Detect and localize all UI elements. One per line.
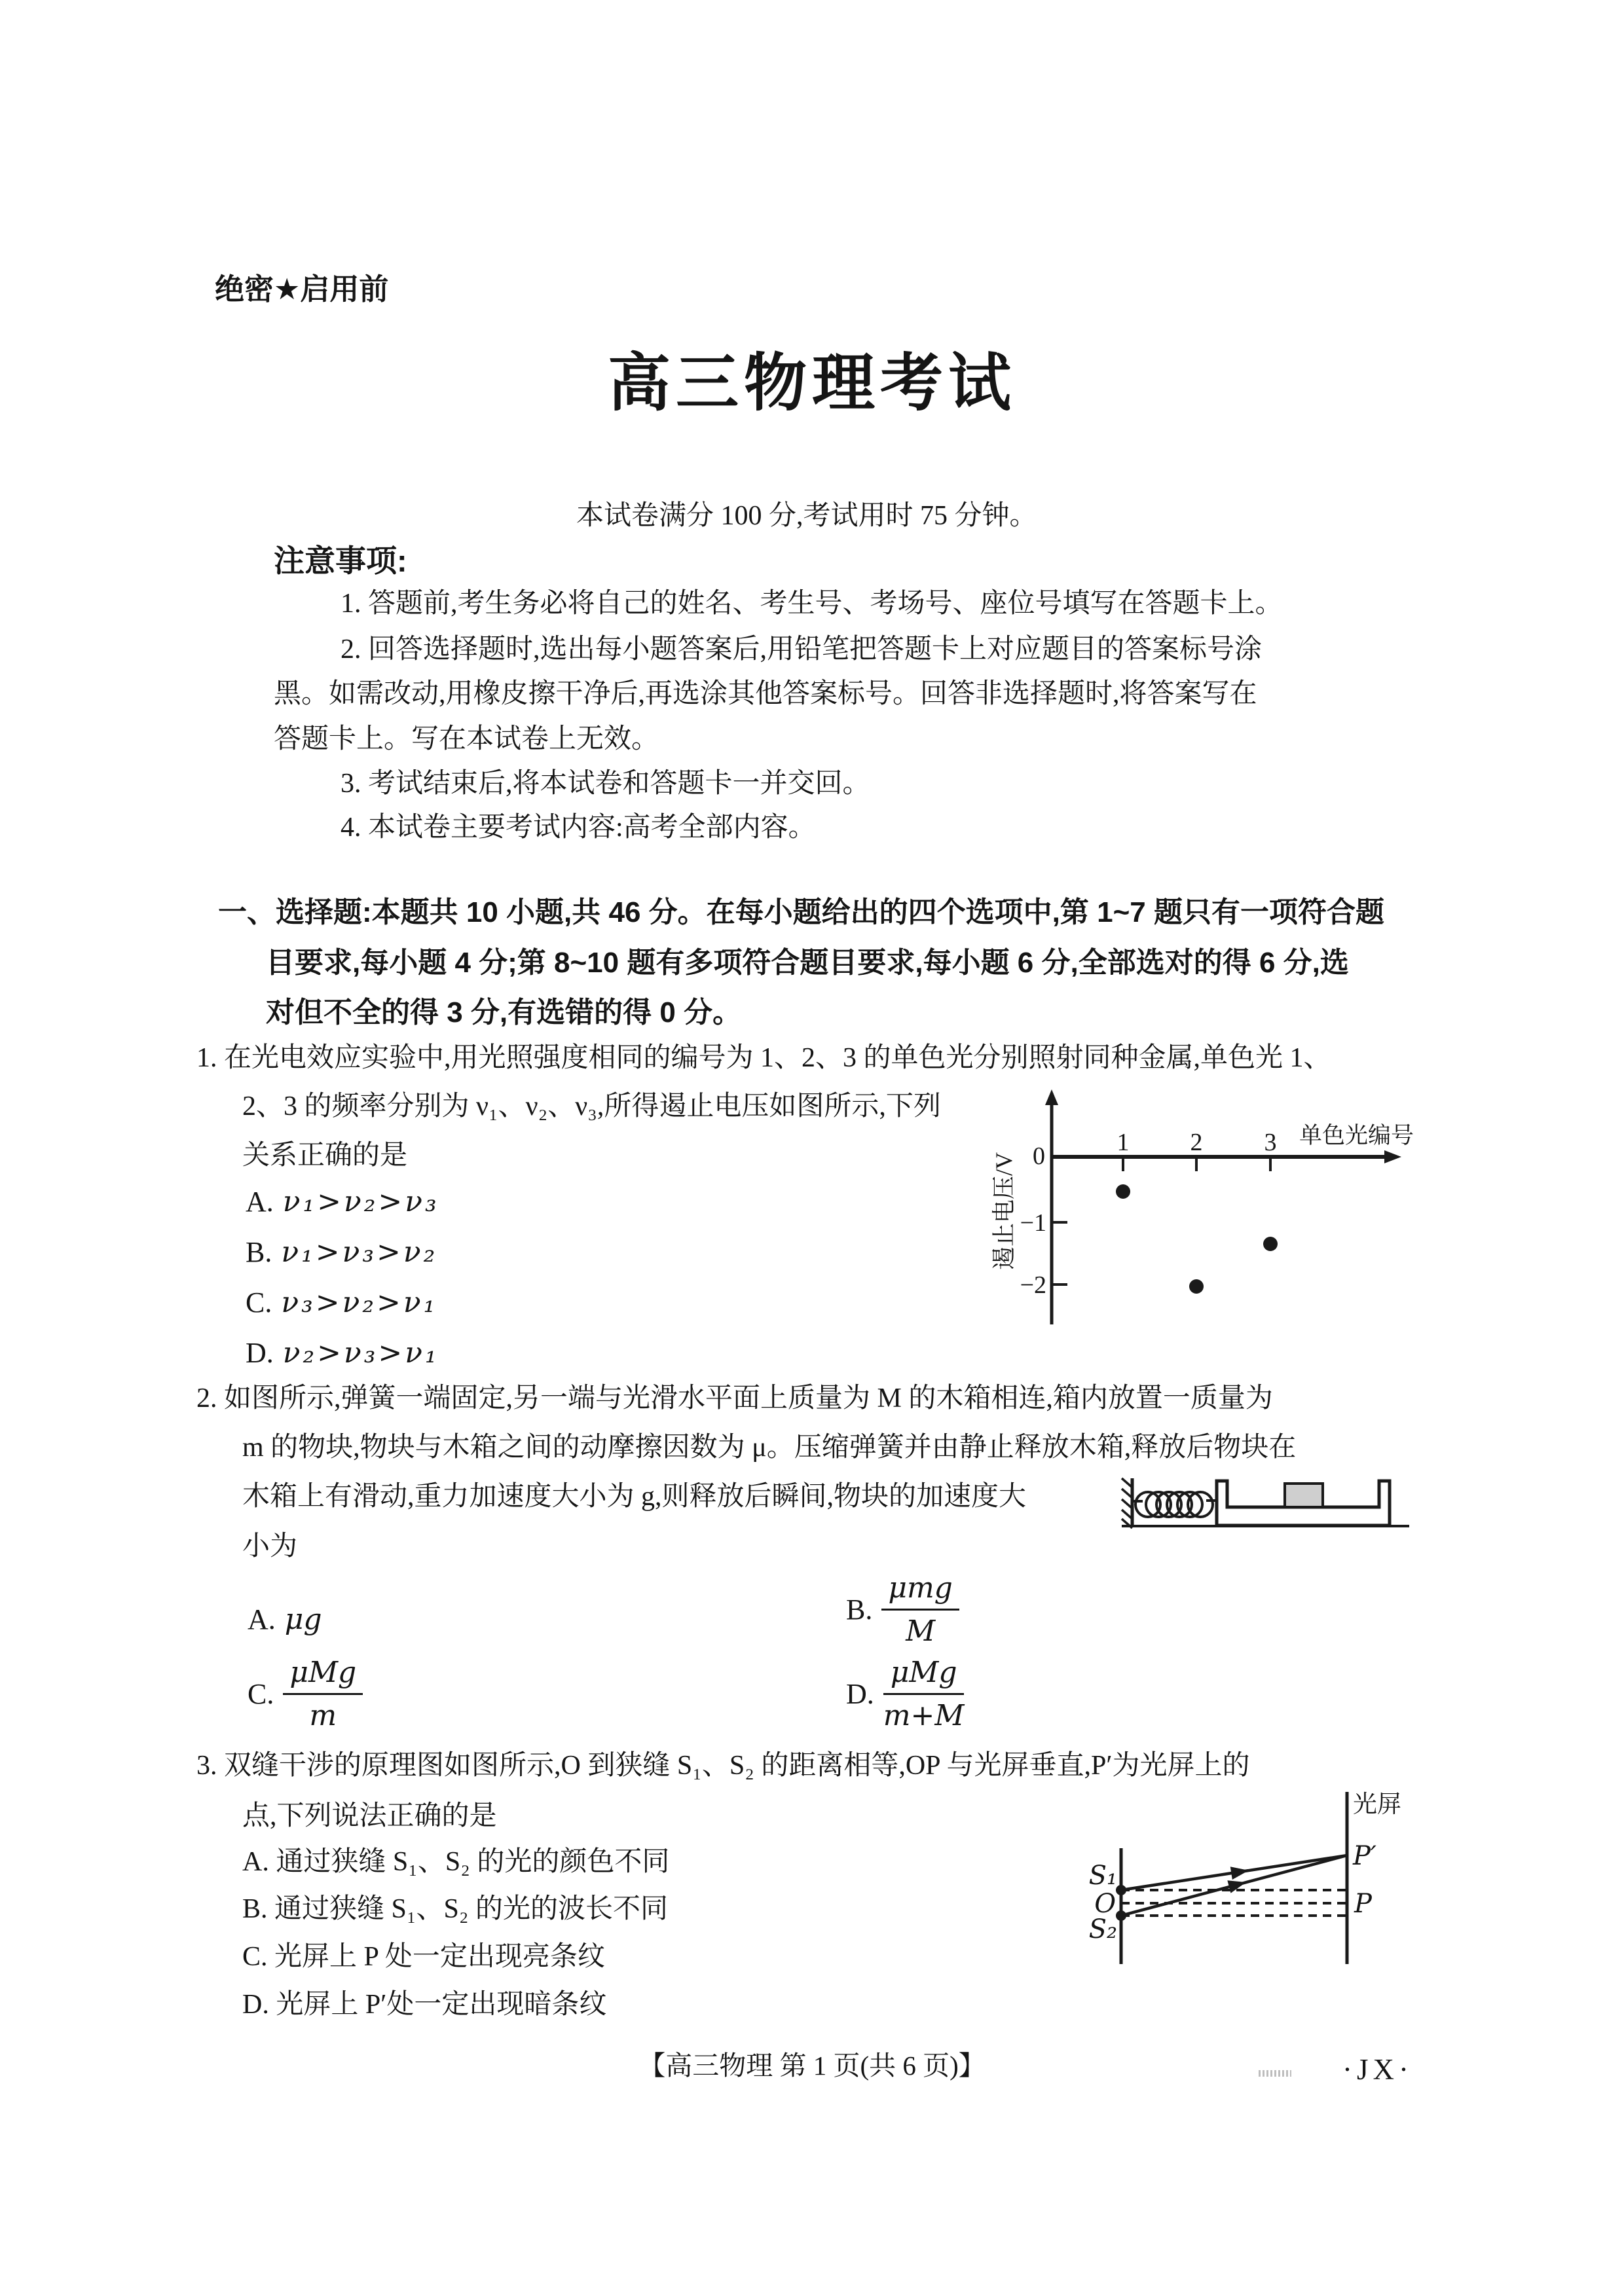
q2-option-a <box>248 1603 322 1636</box>
notes-heading: 注意事项: <box>274 543 407 578</box>
print-smudge <box>1259 2070 1291 2077</box>
q1-option-d-label: D. <box>246 1337 274 1369</box>
q1-chart-ylabel: 遏止电压/V <box>991 1152 1017 1271</box>
q1-text-line-2: 2、3 的频率分别为 ν₁、ν₂、ν₃,所得遏止电压如图所示,下列 <box>242 1091 941 1121</box>
q2-option-a-label: A. <box>248 1603 276 1635</box>
q1-option-d <box>246 1336 439 1370</box>
q2-text-line-2: m 的物块,物块与木箱之间的动摩擦因数为 μ。压缩弹簧并由静止释放木箱,释放后物块在 <box>242 1432 1297 1463</box>
q2-option-d <box>846 1656 964 1732</box>
q3-label-p: P <box>1354 1889 1372 1919</box>
q1-option-a-value: ν₁>ν₂>ν₃ <box>282 1185 439 1218</box>
q1-chart <box>982 1084 1441 1339</box>
q2-option-b-numerator: μmg <box>881 1571 959 1611</box>
q2-option-b-fraction <box>881 1571 959 1648</box>
page-title: 高三物理考试 <box>608 348 1016 418</box>
q1-text-line-3: 关系正确的是 <box>242 1140 408 1171</box>
section-header-line-2: 目要求,每小题 4 分;第 8~10 题有多项符合题目要求,每小题 6 分,全部选对的得 6 分,选 <box>266 947 1349 979</box>
q1-chart-xlabel: 单色光编号 <box>1299 1123 1414 1148</box>
q1-chart-point-2 <box>1189 1279 1204 1294</box>
q2-option-d-denominator: m+M <box>883 1699 965 1732</box>
q1-option-a <box>246 1185 439 1218</box>
q1-chart-point-3 <box>1263 1237 1278 1251</box>
notice-line-2c: 答题卡上。写在本试卷上无效。 <box>274 724 659 754</box>
q1-chart-point-1 <box>1116 1184 1130 1199</box>
q3-option-c: C. 光屏上 P 处一定出现亮条纹 <box>242 1942 605 1972</box>
q2-option-d-numerator: μMg <box>883 1656 965 1695</box>
q3-text-line-2: 点,下列说法正确的是 <box>242 1801 497 1831</box>
q2-option-d-label: D. <box>846 1678 874 1710</box>
q3-text-line-1: 3. 双缝干涉的原理图如图所示,O 到狭缝 S₁、S₂ 的距离相等,OP 与光屏垂直,P′为光屏上的 <box>196 1751 1250 1781</box>
notice-line-2: 2. 回答选择题时,选出每小题答案后,用铅笔把答题卡上对应题目的答案标号涂 <box>341 634 1263 665</box>
q3-label-p-prime: P′ <box>1353 1841 1376 1871</box>
q3-figure <box>1084 1782 1414 1973</box>
q1-option-b <box>246 1235 437 1269</box>
notice-line-2b: 黑。如需改动,用橡皮擦干净后,再选涂其他答案标号。回答非选择题时,将答案写在 <box>274 679 1257 709</box>
q1-chart-ytick-label-2: −2 <box>1020 1271 1046 1299</box>
q1-option-b-label: B. <box>246 1236 272 1268</box>
q2-option-b <box>846 1571 959 1648</box>
q1-option-a-label: A. <box>246 1186 274 1218</box>
q2-option-b-denominator: M <box>906 1614 936 1648</box>
q2-text-line-3: 木箱上有滑动,重力加速度大小为 g,则释放后瞬间,物块的加速度大 <box>242 1482 1027 1512</box>
q2-option-b-label: B. <box>846 1594 873 1626</box>
q1-chart-origin-label: 0 <box>1033 1142 1045 1170</box>
q1-chart-xtick-label-2: 2 <box>1190 1129 1203 1156</box>
q2-text-line-1: 2. 如图所示,弹簧一端固定,另一端与光滑水平面上质量为 M 的木箱相连,箱内放置一质量为 <box>196 1383 1273 1413</box>
q2-spring <box>1132 1492 1217 1517</box>
q2-option-c-numerator: μMg <box>283 1656 363 1695</box>
footer-code: ·JX· <box>1342 2053 1413 2086</box>
q1-chart-ytick-label-1: −1 <box>1020 1209 1046 1237</box>
q3-slit-s1-point <box>1116 1885 1126 1895</box>
q2-text-line-4: 小为 <box>242 1531 298 1561</box>
q1-option-d-value: ν₂>ν₃>ν₁ <box>282 1336 439 1370</box>
q2-option-c <box>248 1656 363 1732</box>
q1-option-c <box>246 1286 437 1319</box>
q3-label-s1: S₁ <box>1088 1861 1117 1891</box>
q1-option-c-label: C. <box>246 1286 272 1319</box>
q2-option-c-denominator: m <box>309 1699 337 1732</box>
q3-option-d: D. 光屏上 P′处一定出现暗条纹 <box>242 1990 607 2020</box>
classification-label: 绝密★启用前 <box>215 272 389 306</box>
q2-option-c-label: C. <box>248 1678 274 1710</box>
q1-chart-y-arrow <box>1045 1089 1058 1105</box>
notice-line-3: 3. 考试结束后,将本试卷和答题卡一并交回。 <box>341 769 870 799</box>
q3-option-a: A. 通过狭缝 S₁、S₂ 的光的颜色不同 <box>242 1847 670 1877</box>
q2-option-d-fraction <box>883 1656 965 1732</box>
q3-option-b: B. 通过狭缝 S₁、S₂ 的光的波长不同 <box>242 1894 669 1924</box>
q1-option-b-value: ν₁>ν₃>ν₂ <box>281 1235 438 1269</box>
q2-block <box>1285 1484 1323 1507</box>
q2-option-c-fraction <box>283 1656 363 1732</box>
q2-option-a-value: μg <box>284 1603 322 1636</box>
notice-line-1: 1. 答题前,考生务必将自己的姓名、考生号、考场号、座位号填写在答题卡上。 <box>341 589 1283 619</box>
q3-dashed-lines <box>1121 1890 1347 1916</box>
notice-line-4: 4. 本试卷主要考试内容:高考全部内容。 <box>341 812 816 843</box>
q3-slit-s2-point <box>1116 1910 1126 1921</box>
q1-chart-xtick-label-3: 3 <box>1264 1129 1277 1156</box>
section-header-line-3: 对但不全的得 3 分,有选错的得 0 分。 <box>266 996 742 1029</box>
q3-label-s2: S₂ <box>1088 1914 1117 1944</box>
q3-label-o: O <box>1094 1889 1116 1919</box>
footer-page-label: 【高三物理 第 1 页(共 6 页)】 <box>638 2050 986 2081</box>
q1-text-line-1: 1. 在光电效应实验中,用光照强度相同的编号为 1、2、3 的单色光分别照射同种金属,单色光 1、 <box>196 1043 1331 1073</box>
q1-option-c-value: ν₃>ν₂>ν₁ <box>281 1286 438 1319</box>
q3-screen-label: 光屏 <box>1353 1791 1401 1818</box>
q2-figure <box>1113 1472 1418 1532</box>
q1-chart-xtick-label-1: 1 <box>1116 1129 1130 1156</box>
section-header-line-1: 一、选择题:本题共 10 小题,共 46 分。在每小题给出的四个选项中,第 1~7 题只有一项符合题 <box>218 896 1384 928</box>
q1-chart-x-arrow <box>1384 1150 1401 1163</box>
exam-subtitle: 本试卷满分 100 分,考试用时 75 分钟。 <box>576 501 1037 531</box>
